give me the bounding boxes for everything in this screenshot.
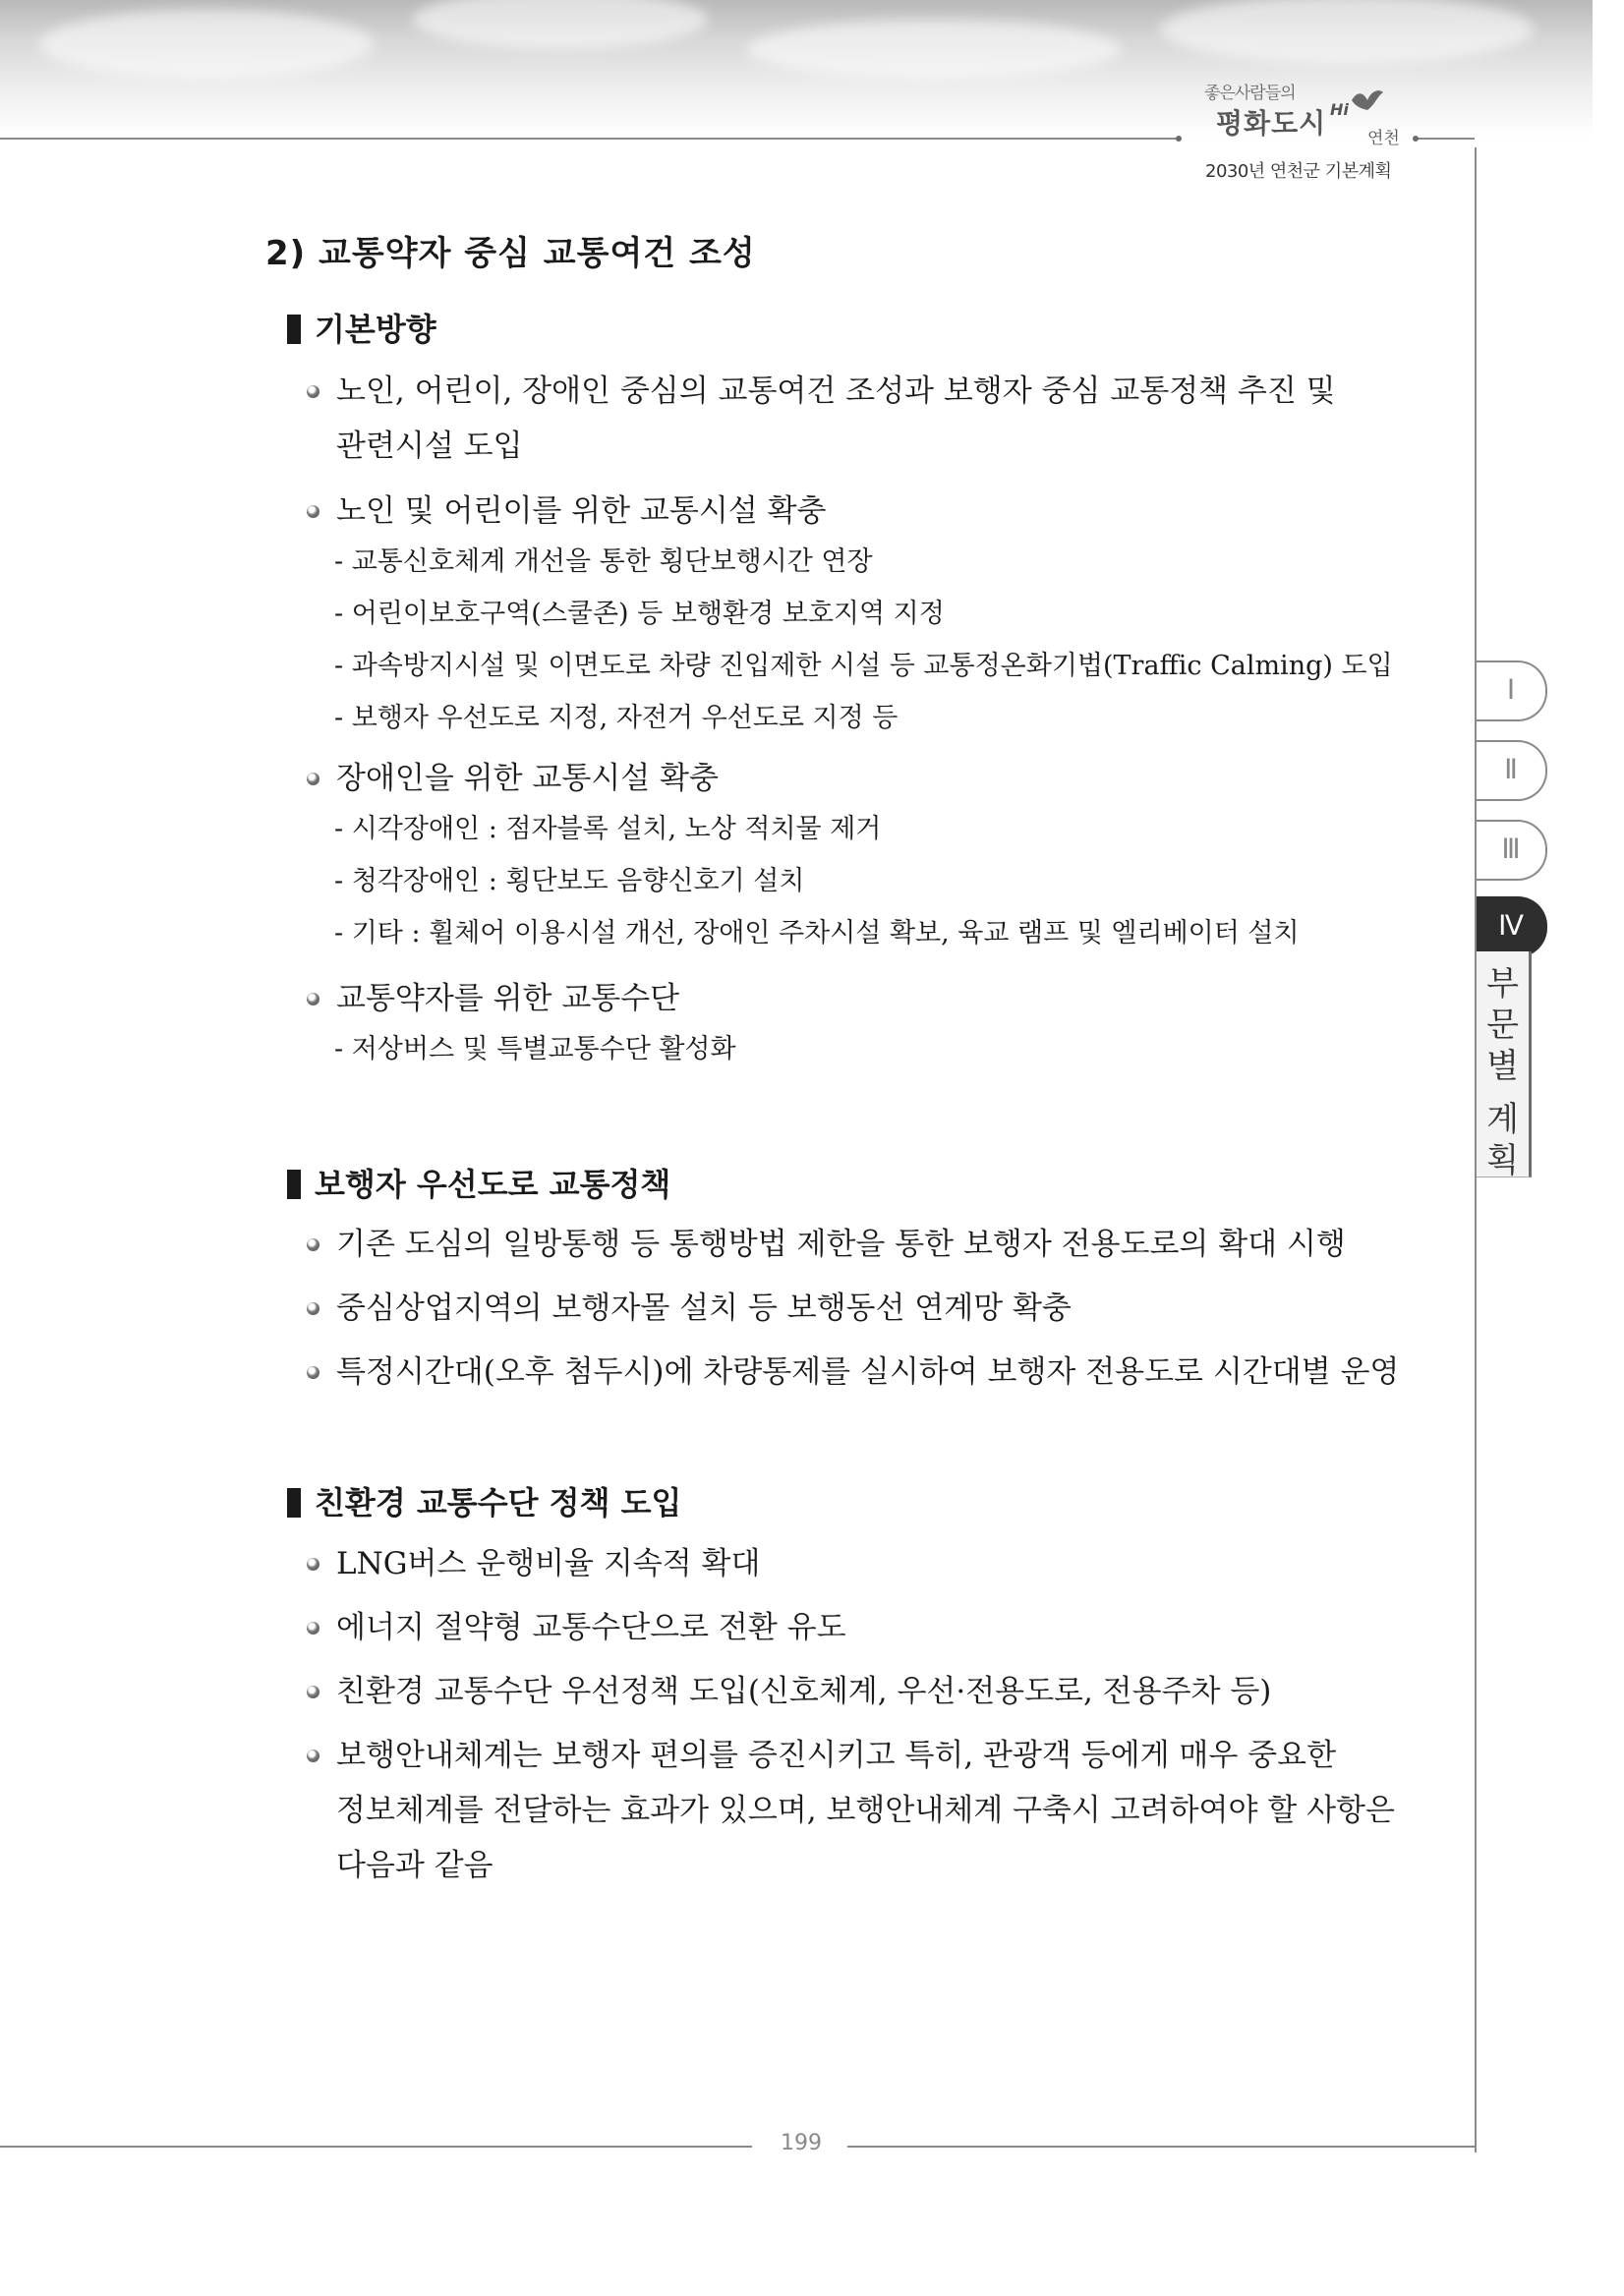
bullet-item: [307, 971, 1437, 1026]
dash-item: - 저상버스 및 특별교통수단 활성화: [334, 1034, 736, 1064]
bullet-icon: [307, 1366, 319, 1379]
bullet-icon: [307, 1686, 319, 1698]
logo-hi: Hi: [1330, 100, 1349, 119]
bullet-icon: [307, 1750, 319, 1762]
dash-item: - 보행자 우선도로 지정, 자전거 우선도로 지정 등: [334, 703, 899, 733]
bullet-text: LNG버스 운행비율 지속적 확대: [336, 1546, 761, 1581]
bullet-item: [307, 751, 1437, 806]
header-rule: [0, 138, 1180, 140]
bullet-icon: [307, 1558, 319, 1571]
bullet-text: 관련시설 도입: [336, 429, 523, 464]
header-rule-right: [1416, 138, 1475, 140]
bullet-item: [307, 1728, 1437, 1893]
bullet-icon: [307, 385, 319, 398]
chapter-tab-1[interactable]: Ⅰ: [1477, 660, 1547, 721]
bullet-text: 교통약자를 위한 교통수단: [336, 981, 680, 1016]
bullet-icon: [307, 773, 319, 785]
bullet-icon: [307, 1238, 319, 1251]
logo-region: 연천: [1367, 129, 1400, 148]
page-frame-bottom: [847, 2146, 1477, 2148]
bullet-text: 에너지 절약형 교통수단으로 전환 유도: [336, 1610, 846, 1645]
logo-tagline: 좋은사람들의: [1204, 84, 1296, 103]
bullet-icon: [307, 505, 319, 518]
chapter-tab-3[interactable]: Ⅲ: [1477, 820, 1547, 881]
dash-item: - 교통신호체계 개선을 통한 횡단보행시간 연장: [334, 546, 873, 577]
subsection-heading: [287, 1160, 670, 1205]
chapter-label-char: 부: [1486, 964, 1519, 1004]
chapter-label-char: 별: [1486, 1047, 1519, 1086]
bullet-item: [307, 364, 1437, 474]
chapter-label-char: 계: [1486, 1100, 1519, 1139]
heading-bar-icon: [287, 1170, 301, 1199]
subsection-heading-text: 친환경 교통수단 정책 도입: [315, 1484, 682, 1521]
subsection-heading-text: 기본방향: [315, 311, 436, 348]
dash-item: - 시각장애인 : 점자블록 설치, 노상 적치물 제거: [334, 814, 882, 844]
subsection-heading: [287, 1478, 681, 1523]
bullet-item: [307, 1664, 1437, 1719]
chapter-tab-4-active[interactable]: Ⅳ: [1477, 896, 1547, 957]
bullet-text: 특정시간대(오후 첨두시)에 차량통제를 실시하여 보행자 전용도로 시간대별 운영: [336, 1354, 1400, 1390]
chapter-label: [1477, 951, 1532, 1180]
section-title: 2) 교통약자 중심 교통여건 조성: [265, 234, 756, 273]
subsection-heading-text: 보행자 우선도로 교통정책: [315, 1166, 671, 1203]
page-number: 199: [781, 2131, 822, 2155]
bullet-item: [307, 1217, 1437, 1272]
bullet-icon: [307, 1302, 319, 1315]
document-title: 2030년 연천군 기본계획: [1205, 161, 1392, 182]
dash-item: - 어린이보호구역(스쿨존) 등 보행환경 보호지역 지정: [334, 599, 945, 629]
bullet-text: 중심상업지역의 보행자몰 설치 등 보행동선 연계망 확충: [336, 1291, 1072, 1326]
chapter-label-char: 문: [1486, 1005, 1519, 1045]
heading-bar-icon: [287, 315, 301, 344]
bullet-text: 노인, 어린이, 장애인 중심의 교통여건 조성과 보행자 중심 교통정책 추진 및: [336, 373, 1336, 409]
bullet-text: 정보체계를 전달하는 효과가 있으며, 보행안내체계 구축시 고려하여야 할 사항은: [336, 1793, 1395, 1828]
bullet-text: 장애인을 위한 교통시설 확충: [336, 761, 719, 796]
bullet-item: [307, 484, 1437, 539]
bird-logo-icon: [1350, 86, 1385, 116]
subsection-heading: [287, 305, 436, 350]
heading-bar-icon: [287, 1488, 301, 1518]
bullet-text: 친환경 교통수단 우선정책 도입(신호체계, 우선·전용도로, 전용주차 등): [336, 1674, 1272, 1709]
bullet-icon: [307, 993, 319, 1005]
bullet-item: [307, 1281, 1437, 1336]
dash-item: - 청각장애인 : 횡단보도 음향신호기 설치: [334, 866, 805, 896]
city-logo: [1194, 79, 1421, 147]
bullet-item: [307, 1536, 1437, 1591]
chapter-tab-2[interactable]: Ⅱ: [1477, 740, 1547, 801]
bullet-text: 노인 및 어린이를 위한 교통시설 확충: [336, 493, 827, 529]
bullet-icon: [307, 1622, 319, 1635]
page-frame-bottom: [0, 2146, 752, 2148]
logo-wordmark: 평화도시: [1216, 107, 1327, 140]
dash-item: - 기타 : 휠체어 이용시설 개선, 장애인 주차시설 확보, 육교 램프 및 엘리베이터 설치: [334, 918, 1300, 948]
bullet-item: [307, 1600, 1437, 1655]
chapter-label-char: 획: [1486, 1141, 1519, 1180]
bullet-text: 보행안내체계는 보행자 편의를 증진시키고 특히, 관광객 등에게 매우 중요한: [336, 1738, 1337, 1773]
bullet-text: 기존 도심의 일방통행 등 통행방법 제한을 통한 보행자 전용도로의 확대 시행: [336, 1227, 1346, 1262]
header-rule-dot: [1176, 136, 1182, 142]
bullet-item: [307, 1345, 1437, 1400]
bullet-text: 다음과 같음: [336, 1848, 493, 1883]
dash-item: - 과속방지시설 및 이면도로 차량 진입제한 시설 등 교통정온화기법(Traffic Calming) 도입: [334, 651, 1393, 681]
